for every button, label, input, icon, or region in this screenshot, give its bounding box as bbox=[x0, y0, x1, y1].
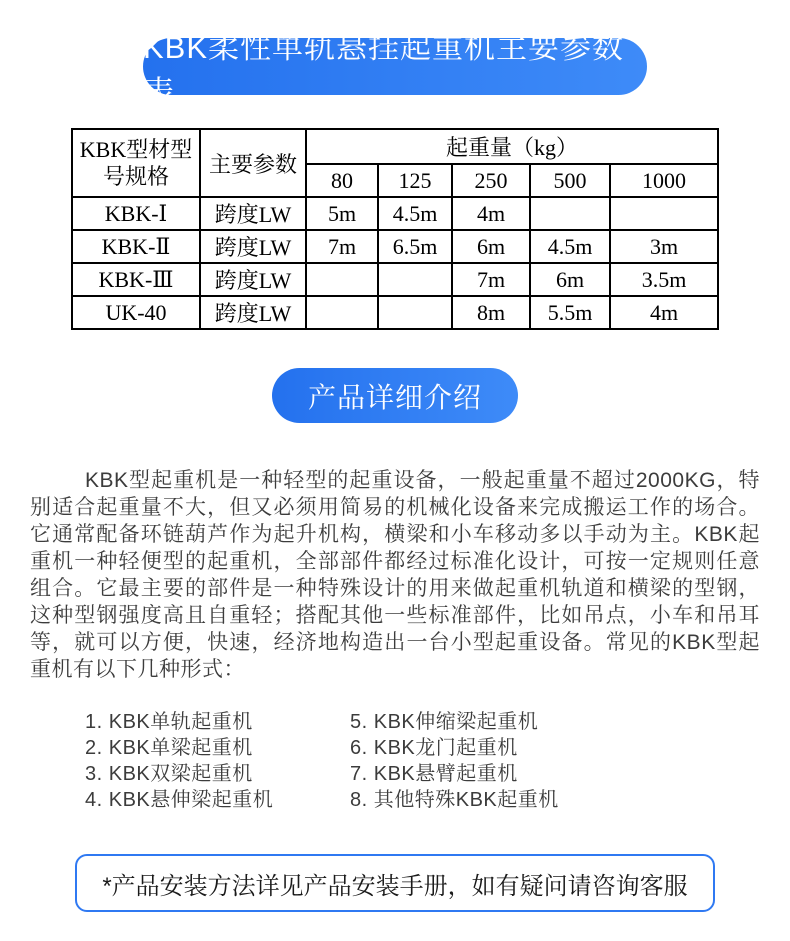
table-row bbox=[72, 197, 718, 230]
span-cell: 6m bbox=[452, 230, 530, 263]
crane-type-list-right bbox=[350, 709, 760, 813]
model-cell: UK-40 bbox=[72, 296, 200, 329]
list-item: 3. KBK双梁起重机 bbox=[85, 763, 253, 785]
span-cell: 3m bbox=[610, 230, 718, 263]
span-cell: 4m bbox=[610, 296, 718, 329]
param-cell: 跨度LW bbox=[200, 263, 306, 296]
main-title-text: KBK柔性单轨悬挂起重机主要参数表 bbox=[143, 29, 625, 110]
span-cell: 4.5m bbox=[530, 230, 610, 263]
model-cell: KBK-Ⅱ bbox=[72, 230, 200, 263]
product-detail-text: 产品详细介绍 bbox=[307, 381, 482, 413]
list-item: 8. 其他特殊KBK起重机 bbox=[350, 789, 559, 811]
header-capacity-500: 500 bbox=[530, 164, 610, 197]
model-cell: KBK-Ⅰ bbox=[72, 197, 200, 230]
param-cell: 跨度LW bbox=[200, 296, 306, 329]
span-cell: 6.5m bbox=[378, 230, 452, 263]
span-cell: 6m bbox=[530, 263, 610, 296]
list-item: 4. KBK悬伸梁起重机 bbox=[85, 789, 274, 811]
install-note-box bbox=[75, 854, 715, 912]
header-lifting-capacity: 起重量（kg） bbox=[306, 129, 718, 164]
spec-table bbox=[71, 128, 719, 330]
table-row bbox=[72, 296, 718, 329]
span-cell bbox=[610, 197, 718, 230]
span-cell: 4m bbox=[452, 197, 530, 230]
list-item: 5. KBK伸缩梁起重机 bbox=[350, 711, 539, 733]
main-title-banner bbox=[143, 29, 647, 110]
header-main-param: 主要参数 bbox=[200, 129, 306, 197]
intro-paragraph: KBK型起重机是一种轻型的起重设备，一般起重量不超过2000KG，特别适合起重量不大，但又必须用简易的机械化设备来完成搬运工作的场合。它通常配备环链葫芦作为起升机构，横梁和小车移动多以手动为主。KBK起重机一种轻便型的起重机，全部部件都经过标准化设计，可按一定规则任意组合。它最主要的部件是一种特殊设计的用来做起重机轨道和横梁的型钢，这种型钢强度高且自重轻；搭配其他一些标准部件，比如吊点，小车和吊耳等，就可以方便，快速，经济地构造出一台小型起重设备。常见的KBK型起重机有以下几种形式： bbox=[30, 469, 760, 681]
list-item: 7. KBK悬臂起重机 bbox=[350, 763, 518, 785]
list-item: 2. KBK单梁起重机 bbox=[85, 737, 253, 759]
install-note-text: *产品安装方法详见产品安装手册，如有疑问请咨询客服 bbox=[102, 872, 688, 900]
span-cell: 5.5m bbox=[530, 296, 610, 329]
span-cell: 5m bbox=[306, 197, 378, 230]
list-item: 1. KBK单轨起重机 bbox=[85, 711, 253, 733]
span-cell bbox=[306, 296, 378, 329]
span-cell bbox=[530, 197, 610, 230]
span-cell: 3.5m bbox=[610, 263, 718, 296]
header-capacity-1000: 1000 bbox=[610, 164, 718, 197]
list-item: 6. KBK龙门起重机 bbox=[350, 737, 518, 759]
product-detail-banner bbox=[272, 368, 518, 423]
crane-type-lists bbox=[30, 709, 760, 813]
header-capacity-125: 125 bbox=[378, 164, 452, 197]
model-cell: KBK-Ⅲ bbox=[72, 263, 200, 296]
span-cell bbox=[306, 263, 378, 296]
span-cell: 8m bbox=[452, 296, 530, 329]
span-cell: 7m bbox=[452, 263, 530, 296]
crane-type-list-left bbox=[30, 709, 350, 813]
span-cell: 7m bbox=[306, 230, 378, 263]
table-row bbox=[72, 230, 718, 263]
header-capacity-250: 250 bbox=[452, 164, 530, 197]
param-cell: 跨度LW bbox=[200, 230, 306, 263]
param-cell: 跨度LW bbox=[200, 197, 306, 230]
span-cell bbox=[378, 296, 452, 329]
spec-table-container bbox=[0, 128, 790, 330]
span-cell: 4.5m bbox=[378, 197, 452, 230]
table-row bbox=[72, 263, 718, 296]
header-capacity-80: 80 bbox=[306, 164, 378, 197]
header-model-spec: KBK型材型号规格 bbox=[72, 129, 200, 197]
span-cell bbox=[378, 263, 452, 296]
